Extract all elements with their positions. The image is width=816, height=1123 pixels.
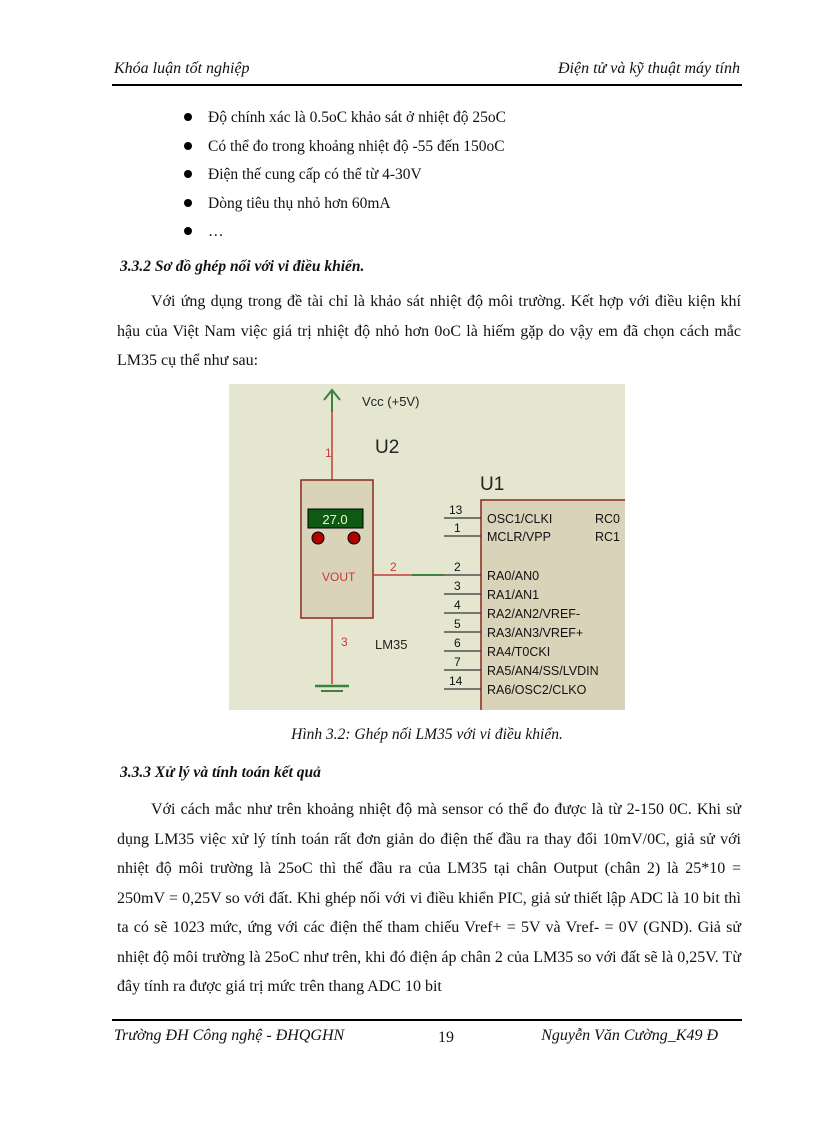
pin-name: RA1/AN1: [487, 588, 540, 602]
footer-left: Trường ĐH Công nghệ - ĐHQGHN: [114, 1027, 345, 1044]
bullet-icon: [184, 199, 192, 207]
display-value: 27.0: [322, 512, 348, 527]
pin-number: 2: [454, 560, 461, 574]
bullet-icon: [184, 227, 192, 235]
pin-number: 4: [454, 598, 461, 612]
vcc-arrow-icon: [324, 390, 340, 412]
bullet-icon: [184, 170, 192, 178]
pin-name: RA6/OSC2/CLKO: [487, 683, 587, 697]
header-left: Khóa luận tốt nghiệp: [114, 60, 250, 77]
pin-number: 13: [449, 503, 463, 517]
bullet-icon: [184, 142, 192, 150]
lm35-body: [301, 480, 373, 618]
page-footer: [112, 1019, 742, 1047]
pin-number: 6: [454, 636, 461, 650]
footer-right: Nguyễn Văn Cường_K49 Đ: [541, 1027, 718, 1044]
ground-icon: [315, 686, 349, 691]
circuit-figure: [229, 384, 625, 710]
list-item: Độ chính xác là 0.5oC khảo sát ở nhiệt độ 25oC: [182, 104, 506, 133]
vcc-label: Vcc (+5V): [362, 394, 420, 409]
bullet-icon: [184, 113, 192, 121]
section-heading-332: 3.3.2 Sơ đồ ghép nối với vi điều khiển.: [120, 258, 365, 275]
pin-number: 7: [454, 655, 461, 669]
u1-label: U1: [480, 474, 505, 495]
section-paragraph-332: Với ứng dụng trong đề tài chỉ là khảo sát nhiệt độ môi trường. Kết hợp với điều kiện khí hậu của Việt Nam việc giá trị nhiệt độ nhỏ hơn 0oC là hiếm gặp do vậy em đã chọn cách mắc LM35 cụ thể như sau:: [117, 293, 741, 369]
list-item: Dòng tiêu thụ nhỏ hơn 60mA: [182, 190, 506, 219]
figure-caption: Hình 3.2: Ghép nối LM35 với vi điều khiển.: [291, 726, 563, 743]
section-paragraph-333: Với cách mắc như trên khoảng nhiệt độ mà sensor có thể đo được là từ 2-150 0C. Khi sử dụng LM35 việc xử lý tính toán rất đơn giản do điện thế đầu ra thay đổi 10mV/0C, giả sử với nhiệt độ môi trường là 25oC thì thế đầu ra của LM35 tại chân Output (chân 2) là 25*10 = 250mV = 0,25V so với đất. Khi ghép nối với vi điều khiển PIC, giả sử thiết lập ADC là 10 bit thì ta có sẽ 1023 mức, ứng với các điện thế tham chiếu Vref+ = 5V và Vref- = 0V (GND). Giả sử nhiệt độ môi trường là 25oC như trên, khi đó điện áp chân 2 của LM35 so với đất sẽ là 0,25V. Từ đây tính ra được giá trị mức trên thang ADC 10 bit: [117, 801, 741, 995]
pin-number: 14: [449, 674, 463, 688]
circuit-diagram: [229, 384, 625, 710]
header-right: Điện tử và kỹ thuật máy tính: [557, 60, 740, 77]
section-heading-333: 3.3.3 Xử lý và tính toán kết quả: [120, 764, 321, 781]
pin-number: 1: [454, 521, 461, 535]
vout-label: VOUT: [322, 570, 356, 584]
pin-u2-2: 2: [390, 560, 397, 574]
feature-list: [182, 104, 506, 247]
u2-label: U2: [375, 437, 400, 458]
pin-name: RA2/AN2/VREF-: [487, 607, 581, 621]
increase-button-icon: [348, 532, 360, 544]
pin-name: RA4/T0CKI: [487, 645, 551, 659]
decrease-button-icon: [312, 532, 324, 544]
pin-name: MCLR/VPP: [487, 530, 551, 544]
pin-right-name: RC0: [595, 512, 621, 526]
pin-u2-3: 3: [341, 635, 348, 649]
pin-name: RA3/AN3/VREF+: [487, 626, 584, 640]
pin-u2-1: 1: [325, 446, 332, 460]
pin-name: OSC1/CLKI: [487, 512, 553, 526]
pin-number: 3: [454, 579, 461, 593]
pin-name: RA5/AN4/SS/LVDIN: [487, 664, 599, 678]
page-number: 19: [438, 1029, 454, 1046]
pin-name: RA0/AN0: [487, 569, 540, 583]
pin-right-name: RC1: [595, 530, 621, 544]
list-item: Có thể đo trong khoảng nhiệt độ -55 đến 150oC: [182, 133, 506, 162]
list-item: …: [182, 218, 506, 247]
lm35-label: LM35: [375, 637, 408, 652]
page-header: [112, 58, 742, 86]
list-item: Điện thế cung cấp có thể từ 4-30V: [182, 161, 506, 190]
pin-number: 5: [454, 617, 461, 631]
